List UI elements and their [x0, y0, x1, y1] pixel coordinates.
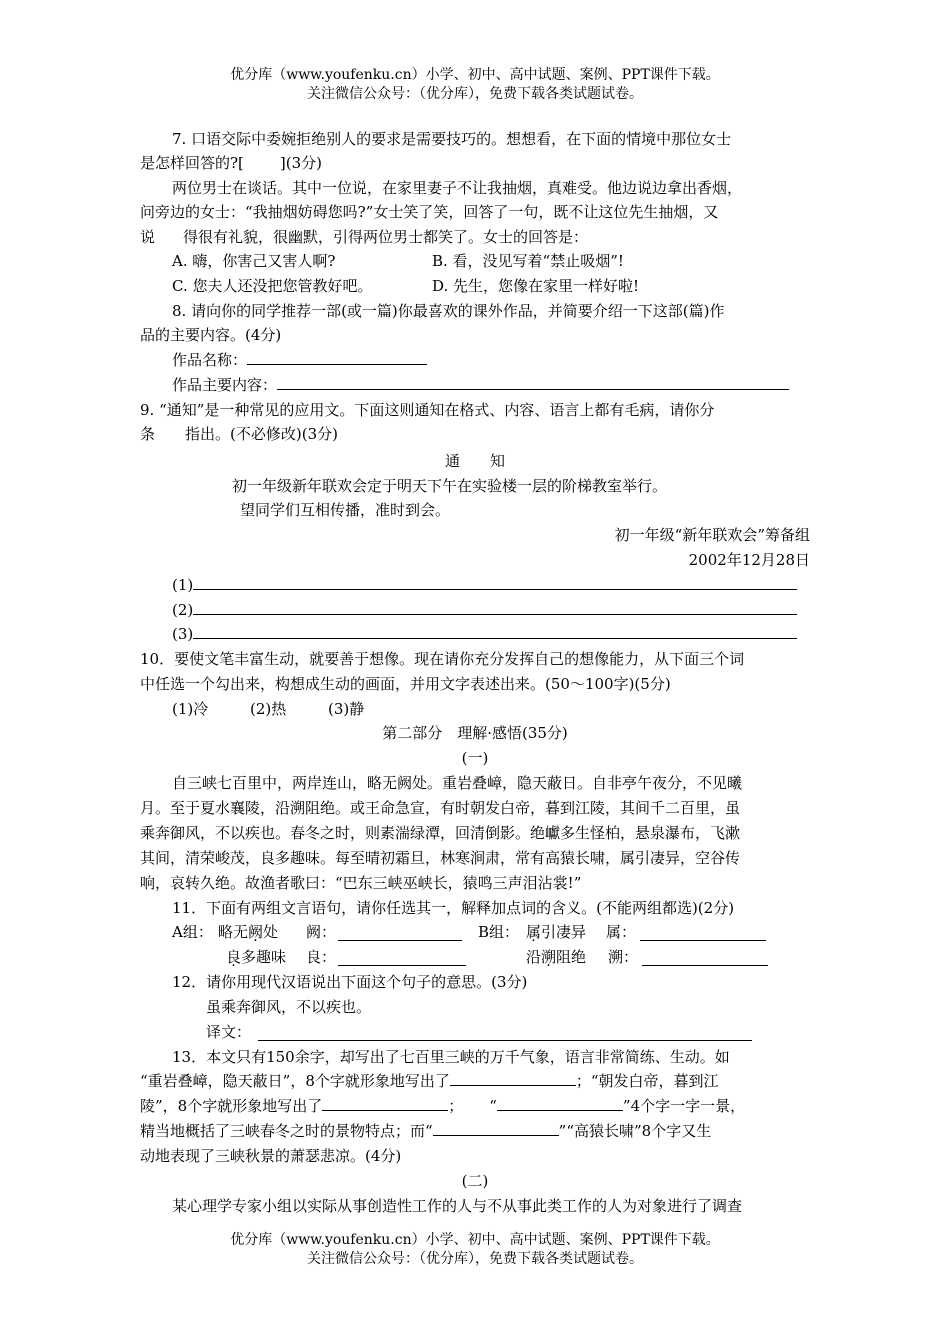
q9-stem-2b: 指出。(不必修改)(3分) [185, 425, 338, 443]
q11-a1-input[interactable] [338, 924, 462, 941]
q11-group-a-label: A组： [172, 923, 213, 941]
q7-passage-3a: 说 [140, 228, 156, 246]
q11-b2-word: 溯： [608, 948, 639, 966]
notice-date: 2002年12月28日 [688, 551, 810, 569]
q9-blank-label-3: (3) [172, 625, 194, 643]
notice-signer: 初一年级“新年联欢会”筹备组 [614, 526, 810, 544]
q11-b2-pre: 沿 [526, 948, 542, 966]
footer-line-2: 关注微信公众号：（优分库），免费下载各类试题试卷。 [307, 1251, 643, 1267]
q8-name-input[interactable] [247, 348, 427, 365]
q7-option-a[interactable]: A. 嗨，你害己又害人啊? [172, 252, 336, 270]
q7-options-row-1 [140, 249, 810, 273]
q11-a2-input[interactable] [338, 949, 466, 966]
q7-option-c[interactable]: C. 您夫人还没把您管教好吧。 [172, 277, 373, 295]
q13-line-1: 13．本文只有150余字，却写出了七百里三峡的万千气象，语言非常简练、生动。如 [172, 1048, 730, 1066]
q10-word-1[interactable]: (1)冷 [172, 700, 209, 718]
q9-blank-row-3 [140, 622, 810, 646]
q13-line-3b: ； [448, 1097, 464, 1115]
passage-line-1: 自三峡七百里中，两岸连山，略无阙处。重岩叠嶂，隐天蔽日。自非亭午夜分，不见曦 [172, 774, 743, 792]
q8-content-label: 作品主要内容： [172, 376, 278, 394]
q7-passage-3 [140, 225, 810, 249]
q12-stem: 12．请你用现代汉语说出下面这个句子的意思。(3分) [172, 973, 528, 991]
q11-group-b-label: B组： [478, 923, 520, 941]
q7-passage-2: 问旁边的女士：“我抽烟妨碍您吗?”女士笑了笑，回答了一句，既不让这位先生抽烟，又 [140, 203, 719, 221]
q11-a1-dot-word: 阙 [248, 923, 264, 941]
q9-blank-row-2 [140, 598, 810, 622]
q13-line-2a: “重岩叠嶂，隐天蔽日”，8个字就形象地写出了 [140, 1072, 450, 1090]
q10-word-3[interactable]: (3)静 [328, 700, 365, 718]
footer-line-1: 优分库（www.youfenku.cn）小学、初中、高中试题、案例、PPT课件下载。 [230, 1232, 720, 1248]
q11-b1-word: 属： [606, 923, 637, 941]
notice-body-1 [140, 474, 810, 498]
q11-a2-phrase [226, 945, 286, 969]
q11-b1-dot-word: 属 [526, 923, 542, 941]
q11-a1-post: 处 [263, 923, 279, 941]
q11-a1-word: 阙： [306, 923, 337, 941]
q8-name-label: 作品名称： [172, 351, 248, 369]
q12-sentence-text: 虽乘奔御风，不以疾也。 [206, 998, 372, 1016]
q9-blank-input-3[interactable] [193, 622, 797, 639]
q9-blank-label-2: (2) [172, 601, 194, 619]
q8-content-row [140, 373, 810, 397]
q13-line-2 [140, 1069, 810, 1093]
q7-stem-2a: 是怎样回答的?[ [140, 154, 244, 172]
q9-blank-input-1[interactable] [193, 573, 797, 590]
header-line-1: 优分库（www.youfenku.cn）小学、初中、高中试题、案例、PPT课件下载。 [230, 67, 720, 83]
q7-passage-1: 两位男士在谈话。其中一位说，在家里妻子不让我抽烟，真难受。他边说边拿出香烟， [172, 179, 743, 197]
q11-b2-phrase [526, 945, 586, 969]
q9-stem-2a: 条 [140, 425, 156, 443]
q11-b2-dot-word: 溯 [541, 948, 557, 966]
part2-section-1: (一) [461, 749, 489, 767]
q8-stem-2: 品的主要内容。(4分) [140, 326, 282, 344]
q11-b1-phrase [526, 920, 586, 944]
q10-words [140, 697, 810, 721]
notice-body-1-text: 初一年级新年联欢会定于明天下午在实验楼一层的阶梯教室举行。 [232, 477, 668, 495]
q11-b2-input[interactable] [642, 949, 768, 966]
q11-a1-pre: 略无 [218, 923, 249, 941]
q12-translation-row [140, 1020, 810, 1044]
q11-b1-input[interactable] [640, 924, 766, 941]
q7-option-d[interactable]: D. 先生，您像在家里一样好啦! [432, 277, 640, 295]
q10-word-2[interactable]: (2)热 [250, 700, 287, 718]
q13-line-3c: “ [489, 1097, 497, 1115]
q13-blank-1[interactable] [450, 1069, 576, 1086]
q10-stem-2: 中任选一个勾出来，构想成生动的画面，并用文字表述出来。(50～100字)(5分) [140, 675, 671, 693]
q13-line-4a: 精当地概括了三峡春冬之时的景物特点；而“ [140, 1122, 433, 1140]
q13-line-5: 动地表现了三峡秋景的萧瑟悲凉。(4分) [140, 1147, 402, 1165]
q11-a2-post: 多趣味 [241, 948, 287, 966]
q7-options-row-2 [140, 274, 810, 298]
q9-blank-label-1: (1) [172, 576, 194, 594]
q13-line-3a: 陵”，8个字就形象地写出了 [140, 1097, 323, 1115]
passage-line-5: 响，哀转久绝。故渔者歌曰：“巴东三峡巫峡长，猿鸣三声泪沾裳!” [140, 874, 582, 892]
q7-stem-2b: ](3分) [279, 154, 323, 172]
header-line-2: 关注微信公众号：（优分库），免费下载各类试题试卷。 [307, 86, 643, 102]
q7-passage-3b: 得很有礼貌，很幽默，引得两位男士都笑了。女士的回答是： [183, 228, 589, 246]
q7-stem-2 [140, 151, 810, 175]
q13-blank-4[interactable] [433, 1119, 559, 1136]
passage-line-3: 乘奔御风，不以疾也。春冬之时，则素湍绿潭，回清倒影。绝巘多生怪柏，悬泉瀑布，飞漱 [140, 824, 741, 842]
q9-stem-1: 9. “通知”是一种常见的应用文。下面这则通知在格式、内容、语言上都有毛病，请你分 [140, 401, 715, 419]
part2-title: 第二部分 理解·感悟(35分) [382, 724, 568, 742]
q13-blank-2[interactable] [322, 1094, 448, 1111]
passage-line-2: 月。至于夏水襄陵，沿溯阻绝。或王命急宣，有时朝发白帝，暮到江陵，其间千二百里，虽 [140, 799, 741, 817]
q11-b1-post: 引凄异 [541, 923, 587, 941]
passage-line-4: 其间，清荣峻茂，良多趣味。每至晴初霜旦，林寒涧肃，常有高猿长啸，属引凄异，空谷传 [140, 849, 741, 867]
notice-title: 通 知 [444, 452, 505, 470]
q11-a1-phrase [218, 920, 278, 944]
q10-stem-1: 10．要使文笔丰富生动，就要善于想像。现在请你充分发挥自己的想像能力，从下面三个词 [140, 650, 745, 668]
q12-sentence [140, 995, 810, 1019]
q12-translation-label: 译文： [206, 1023, 252, 1041]
q13-blank-3[interactable] [497, 1094, 623, 1111]
q11-row-1 [140, 920, 810, 944]
q9-stem-2 [140, 422, 810, 446]
q13-line-3d: ”4个字一字一景， [622, 1097, 746, 1115]
q11-row-2 [140, 945, 810, 969]
q13-line-2b: ；“朝发白帝，暮到江 [575, 1072, 719, 1090]
q12-translation-input[interactable] [258, 1024, 752, 1041]
q11-a2-word: 良： [306, 948, 337, 966]
q11-stem: 11．下面有两组文言语句，请你任选其一，解释加点词的含义。(不能两组都选)(2分) [172, 899, 735, 917]
q7-option-b[interactable]: B. 看，没见写着“禁止吸烟”! [432, 252, 624, 270]
q8-name-row [140, 348, 810, 372]
q7-stem-1: 7. 口语交际中委婉拒绝别人的要求是需要技巧的。想想看，在下面的情境中那位女士 [172, 130, 732, 148]
notice-body-2 [140, 498, 810, 522]
q11-a2-dot-word: 良 [226, 948, 242, 966]
q13-line-3 [140, 1094, 810, 1118]
q11-b2-post: 阻绝 [556, 948, 587, 966]
q13-line-4b: ”“高猿长啸”8个字又生 [558, 1122, 712, 1140]
section-2-line-1: 某心理学专家小组以实际从事创造性工作的人与不从事此类工作的人为对象进行了调查 [172, 1197, 743, 1215]
q8-stem-1: 8. 请向你的同学推荐一部(或一篇)你最喜欢的课外作品，并简要介绍一下这部(篇)作 [172, 302, 725, 320]
q8-content-input[interactable] [277, 373, 789, 390]
q13-line-4 [140, 1119, 810, 1143]
q9-blank-row-1 [140, 573, 810, 597]
q9-blank-input-2[interactable] [193, 598, 797, 615]
notice-body-2-text: 望同学们互相传播，准时到会。 [240, 501, 451, 519]
section-2-label: (二) [461, 1172, 489, 1190]
